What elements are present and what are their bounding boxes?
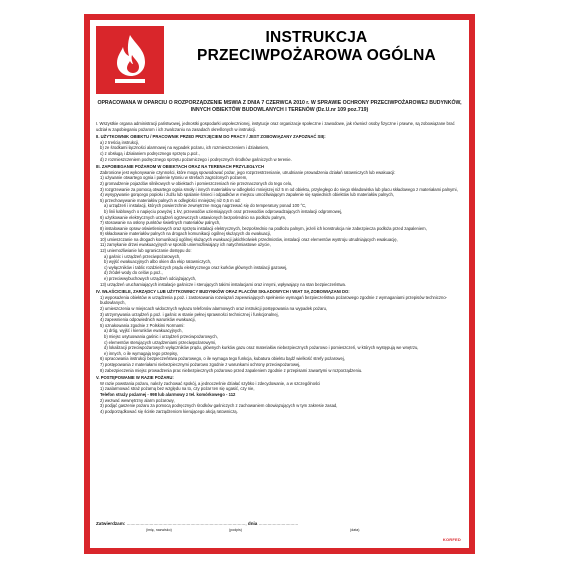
instruction-line: 2) gromadzenie pojazdów silnikowych w obiektach i pomieszczeniach nie przeznaczonych do tego celu, xyxy=(100,180,293,186)
instruction-line: 12) uniemożliwianie lub ograniczanie dostępu do: xyxy=(100,248,192,254)
instruction-line: W razie powstania pożaru, należy zachować spokój, a jednocześnie działać szybko i zdecydowanie, a w szczególności xyxy=(100,380,321,386)
instruction-line: 6) opracowania instrukcji bezpieczeństwa pożarowego, o ile wymaga tego funkcja, kubatura obiektu bądź wielkość strefy pożarowej, xyxy=(100,356,345,362)
instruction-line: 1) zaalarmować straż pożarną bez względu na to, czy pożar ten się ugasić, czy nie, xyxy=(100,386,255,392)
instruction-line: 7) postępowania z materiałami niebezpiecznymi pożarowo zgodnie z warunkami ochrony przeciwpożarowej, xyxy=(100,361,301,367)
instruction-line: d) z rozmieszczeniem podręcznego sprzętu pożarniczego i podręcznych środków gaśniczych w terenie. xyxy=(100,156,292,162)
instruction-line: 5) oznakowania zgodnie z Polskimi Normami: xyxy=(100,322,185,328)
instruction-line: 2) umieszczenia w miejscach widocznych wykazu telefonów alarmowych oraz instrukcji postępowania na wypadek pożaru, xyxy=(100,306,328,311)
instruction-line: c) elementów sterujących urządzeniami przeciwpożarowymi, xyxy=(104,339,217,345)
instruction-sign xyxy=(84,14,475,554)
instruction-line: 3) utrzymywania urządzeń p.poż. i gaśnic w stanie pełnej sprawności technicznej i funkcjonalnej, xyxy=(100,311,279,317)
day-field[interactable]: ............................... xyxy=(258,521,299,526)
instruction-line: e) przeciwwybuchowych urządzeń odciążających, xyxy=(104,276,197,282)
section-heading: V. POSTĘPOWANIE W RAZIE POŻARU: xyxy=(96,375,174,381)
signature-hint: (podpis) xyxy=(229,528,242,532)
instruction-line: Zabronione jest wykonywanie czynności, które mogą spowodować pożar, jego rozprzestrzenianie, utrudnianie prowadzenia działań ratowniczych lub ewakuacji: xyxy=(100,169,396,175)
instruction-line: 1) wyposażenia obiektów w urządzenia p.poż. i zastosowania rozwiązań zapewniających spełnienie wymagań bezpieczeństwa pożarowego zgodnie z wymaganiami przepisów techniczno-budowlanych, xyxy=(100,294,448,306)
approved-label: Zatwierdzam: xyxy=(96,521,126,526)
instruction-line: a) dróg, wyjść i kierunków ewakuacyjnych, xyxy=(104,328,183,334)
day-label: dnia xyxy=(247,521,258,526)
instruction-line: b) wyjść ewakuacyjnych albo okien dla ekip ratowniczych, xyxy=(104,259,212,265)
instruction-line: 4) wysypywanie gorącego popiołu i żużlu lub spalanie śmieci i odpadków w miejscu umożliwiającym zapalenie się sąsiednich obiektów lub materiałów palnych, xyxy=(100,192,394,198)
section-heading: II. UŻYTKOWNIK OBIEKTU / PRACOWNIK PRZED PRZYJĘCIEM DO PRACY / JEST ZOBOWIĄZANY ZAPOZNAĆ SIĘ: xyxy=(96,134,326,140)
instruction-line: 3) podjąć gaszenie pożaru za pomocą podręcznych środków gaśniczych z zachowaniem obowiązujących w tym zakresie zasad, xyxy=(100,403,338,409)
instruction-line: d) źródeł wody do celów p.poż., xyxy=(104,270,163,276)
date-hint: (data) xyxy=(350,528,360,532)
instruction-line: 4) podporządkować się ścisłe zarządzeniom kierującego akcją ratowniczą. xyxy=(100,408,238,414)
instruction-line: 8) zabezpieczenia miejsc prowadzenia prac niebezpiecznych pożarowo przed zapaleniem zgodnie z przepisami zawartymi w rozporządzeniu. xyxy=(100,367,363,373)
title-line-2: PRZECIWPOŻAROWA OGÓLNA xyxy=(197,47,436,64)
brand-mark: KORFED xyxy=(442,537,461,542)
approval-section xyxy=(96,521,463,533)
instruction-line: 13) urządzeń uruchamiających instalacje gaśnicze i sterujących takimi instalacjami oraz innymi, wpływający na stan bezpieczeństwa. xyxy=(100,281,347,287)
instruction-line: 9) składowanie materiałów palnych na drogach komunikacji ogólnej służących do ewakuacji, xyxy=(100,231,271,237)
subtitle: OPRACOWANA W OPARCIU O ROZPORZĄDZENIE MSWIA Z DNIA 7 CZERWCA 2010 r. W SPRAWIE OCHRONY PRZECIWPOŻAROWEJ BUDYNKÓW, INNYCH OBIEKTÓW BUDOWLANYCH I TERENÓW (Dz.U.nr 109 poz.719) xyxy=(97,100,462,113)
instruction-line: 6) użytkowanie elektrycznych urządzeń ogrzewczych ustawionych bezpośrednio na podłożu palnym, xyxy=(100,214,287,220)
title-line-1: INSTRUKCJA xyxy=(265,29,368,46)
instruction-line: b) miejsc usytuowania gaśnic i urządzeń przeciwpożarowych, xyxy=(104,333,218,339)
instruction-line: b) ze środkami łączności alarmowej na wypadek pożaru, ich rozmieszczeniem i działaniem, xyxy=(100,145,270,151)
instruction-body xyxy=(96,121,463,414)
instruction-line: a) gaśnic i urządzeń przeciwpożarowych, xyxy=(104,253,181,259)
section-heading: IV. WŁAŚCICIELE, ZARZĄDCY LUB UŻYTKOWNICY BUDYNKÓW ORAZ PLACÓW SKŁADOWYCH I WIAT SĄ ZOBOWIĄZANI DO: xyxy=(96,289,350,295)
instruction-line: c) wyłączników i tablic rozdzielczych prądu elektrycznego oraz kurków głównych instalacji gazowej, xyxy=(104,264,288,270)
name-hint: (imię, nazwisko) xyxy=(146,528,172,532)
instruction-line: 7) stosowanie na osłony punktów świetlnych materiałów palnych, xyxy=(100,220,221,226)
instruction-line: 11) zamykanie drzwi ewakuacyjnych w sposób uniemożliwiający ich natychmiastowe użycie, xyxy=(100,242,271,248)
instruction-line: a) urządzeń i instalacji, których powierzchnie zewnętrzne mogą nagrzewać się do temperatury ponad 100 °C, xyxy=(104,203,307,209)
section-heading: III. ZAPOBIEGANIE POŻAROM W OBIEKTACH ORAZ NA TERENACH PRZYLEGŁYCH xyxy=(96,164,264,170)
page-title xyxy=(170,29,463,65)
instruction-line: 3) rozgrzewanie za pomocą otwartego ognia smoły i innych materiałów w odległości mniejszej niż 5 m od obiektu, przyległego do niego składowiska lub placu składowego z materiałami palnymi, xyxy=(100,186,458,192)
instruction-line: 1) używanie otwartego ognia i palenie tytoniu w strefach zagrożonych pożarem, xyxy=(100,175,248,181)
instruction-line: 8) instalowanie opraw oświetleniowych oraz sprzętu instalacji elektrycznych, bezpośrednio na podłożu palnym, jeżeli ich konstrukcja nie zabezpiecza podłoża przed zapaleniem, xyxy=(100,225,427,231)
instruction-line: b) linii kablowych o napięciu powyżej 1 kV, przewodów uziemiających oraz przewodów odprowadzających instalacji odgromowej, xyxy=(104,208,343,214)
instruction-line: c) z obsługą i działaniem podręcznego sprzętu p.poż., xyxy=(100,150,200,156)
instruction-line: d) lokalizacji przeciwpożarowych wyłączników prądu, głównych kurków gazu oraz materiałów niebezpiecznych pożarowo i pomieszczeń, w których występują we wnętrzu, xyxy=(104,345,419,351)
instruction-line: 2) wezwać wewnętrzny alarm pożarowy, xyxy=(100,397,175,403)
instruction-line: Telefon straży pożarnej - 998 lub alarmowy z tel. komórkowego - 112 xyxy=(100,391,236,397)
instruction-line: 4) zapewnienia odpowiednich warunków ewakuacji, xyxy=(100,317,196,323)
fire-icon xyxy=(96,26,164,94)
instruction-line: e) innych, o ile wymagają tego przepisy, xyxy=(104,350,178,356)
instruction-line: a) z treścią instrukcji, xyxy=(100,139,140,145)
approved-field[interactable]: ............................................................................................., xyxy=(126,521,247,526)
instruction-line: 5) przechowywanie materiałów palnych w odległości mniejszej niż 0,5 m od: xyxy=(100,197,241,203)
instruction-line: I. Wszystkie organa administracji państwowej, jednostki gospodarki uspołecznionej, instytucje oraz organizacje społeczne i zawodowe, jak również osoby fizyczne i prawne, są zobowiązane brać udział w zapobieganiu pożarom i ich zwalczaniu na zasadach określonych w instrukcji. xyxy=(96,121,455,132)
instruction-line: 10) umieszczanie na drogach komunikacji ogólnej służących ewakuacji jakichkolwiek przedmiotów, instalacji oraz elementów wystroju utrudniających ewakuację, xyxy=(100,236,398,242)
